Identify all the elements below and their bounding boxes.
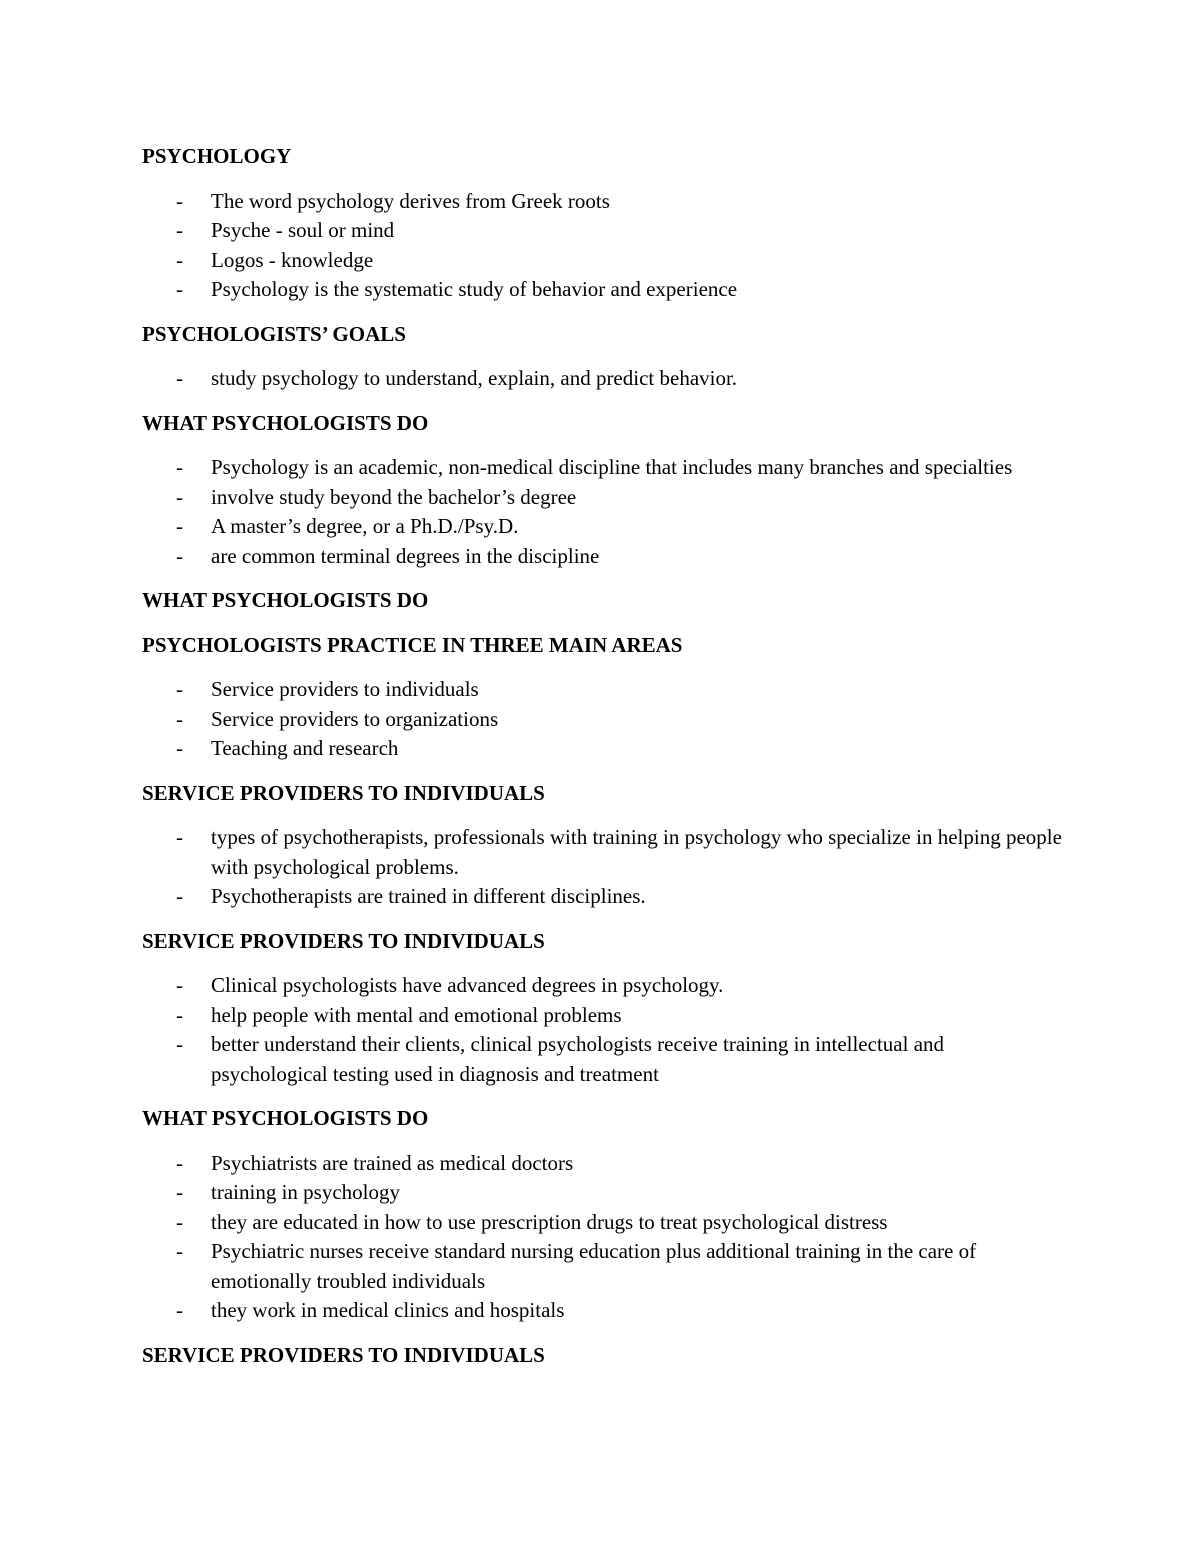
section-heading: PSYCHOLOGY xyxy=(142,144,292,168)
section-heading: SERVICE PROVIDERS TO INDIVIDUALS xyxy=(142,928,545,953)
list-item-text: involve study beyond the bachelor’s degree xyxy=(211,484,577,509)
list-item xyxy=(142,1296,1062,1326)
list-item-text: they work in medical clinics and hospitals xyxy=(211,1298,565,1322)
bullet-dash: - xyxy=(176,188,183,213)
list-item xyxy=(142,971,1062,1001)
bullet-dash: - xyxy=(176,514,183,538)
bullet-list xyxy=(142,675,1062,764)
document-body xyxy=(142,142,1062,1385)
list-item xyxy=(142,275,1062,305)
section-heading: WHAT PSYCHOLOGISTS DO xyxy=(142,588,429,612)
section-heading: PSYCHOLOGISTS’ GOALS xyxy=(142,321,406,346)
bullet-dash: - xyxy=(176,366,183,390)
list-item xyxy=(142,364,1062,394)
list-item xyxy=(142,1149,1062,1179)
bullet-dash: - xyxy=(176,277,183,301)
list-item-text: Service providers to individuals xyxy=(211,677,479,701)
bullet-dash: - xyxy=(176,218,183,242)
list-item-text: better understand their clients, clinical psychologists receive training in intellectual and psychological testing used in diagnosis and treatment xyxy=(211,1032,945,1086)
list-item xyxy=(142,453,1062,483)
bullet-list xyxy=(142,187,1062,305)
bullet-dash: - xyxy=(176,825,183,849)
bullet-list xyxy=(142,971,1062,1089)
list-item-text: training in psychology xyxy=(211,1180,400,1204)
bullet-dash: - xyxy=(176,677,183,701)
section-heading: SERVICE PROVIDERS TO INDIVIDUALS xyxy=(142,780,545,805)
list-item-text: Logos - knowledge xyxy=(211,247,374,272)
bullet-dash: - xyxy=(176,884,183,908)
list-item xyxy=(142,882,1062,912)
bullet-dash: - xyxy=(176,1209,183,1234)
bullet-list xyxy=(142,1149,1062,1326)
bullet-list xyxy=(142,364,1062,394)
list-item xyxy=(142,512,1062,542)
list-item-text: Service providers to organizations xyxy=(211,706,499,731)
bullet-dash: - xyxy=(176,1002,183,1027)
list-item xyxy=(142,734,1062,764)
list-item-text: are common terminal degrees in the discipline xyxy=(211,543,600,568)
bullet-dash: - xyxy=(176,455,183,479)
list-item-text: Psychotherapists are trained in different disciplines. xyxy=(211,884,646,908)
section-heading: WHAT PSYCHOLOGISTS DO xyxy=(142,1106,429,1130)
bullet-dash: - xyxy=(176,1239,183,1263)
list-item-text: A master’s degree, or a Ph.D./Psy.D. xyxy=(211,514,519,538)
list-item xyxy=(142,1237,1062,1296)
bullet-dash: - xyxy=(176,1150,183,1175)
list-item xyxy=(142,1001,1062,1031)
list-item-text: study psychology to understand, explain, and predict behavior. xyxy=(211,366,738,390)
list-item-text: types of psychotherapists, professionals with training in psychology who specialize in helping people with psychological problems. xyxy=(211,825,1062,879)
list-item xyxy=(142,542,1062,572)
section-heading: SERVICE PROVIDERS TO INDIVIDUALS xyxy=(142,1342,545,1367)
list-item-text: they are educated in how to use prescription drugs to treat psychological distress xyxy=(211,1209,888,1234)
list-item-text: Psyche - soul or mind xyxy=(211,218,395,242)
bullet-dash: - xyxy=(176,1298,183,1322)
list-item xyxy=(142,187,1062,217)
bullet-dash: - xyxy=(176,247,183,272)
bullet-dash: - xyxy=(176,973,183,997)
bullet-dash: - xyxy=(176,543,183,568)
section-heading: WHAT PSYCHOLOGISTS DO xyxy=(142,410,429,435)
bullet-dash: - xyxy=(176,706,183,731)
bullet-list xyxy=(142,453,1062,571)
list-item xyxy=(142,675,1062,705)
list-item xyxy=(142,483,1062,513)
list-item-text: help people with mental and emotional problems xyxy=(211,1002,622,1027)
list-item-text: Teaching and research xyxy=(211,736,399,760)
list-item xyxy=(142,705,1062,735)
bullet-dash: - xyxy=(176,1180,183,1204)
list-item-text: Clinical psychologists have advanced degrees in psychology. xyxy=(211,973,724,997)
bullet-dash: - xyxy=(176,736,183,760)
list-item-text: Psychology is an academic, non-medical discipline that includes many branches and specialties xyxy=(211,455,1013,479)
bullet-dash: - xyxy=(176,484,183,509)
list-item-text: Psychiatric nurses receive standard nursing education plus additional training in the care of emotionally troubled individuals xyxy=(211,1239,977,1293)
bullet-dash: - xyxy=(176,1032,183,1056)
list-item xyxy=(142,1030,1062,1089)
list-item-text: Psychology is the systematic study of behavior and experience xyxy=(211,277,738,301)
bullet-list xyxy=(142,823,1062,912)
section-heading: PSYCHOLOGISTS PRACTICE IN THREE MAIN AREAS xyxy=(142,632,683,657)
list-item xyxy=(142,1178,1062,1208)
list-item-text: Psychiatrists are trained as medical doctors xyxy=(211,1150,574,1175)
list-item xyxy=(142,1208,1062,1238)
list-item xyxy=(142,246,1062,276)
list-item xyxy=(142,216,1062,246)
list-item-text: The word psychology derives from Greek roots xyxy=(211,188,610,213)
list-item xyxy=(142,823,1062,882)
